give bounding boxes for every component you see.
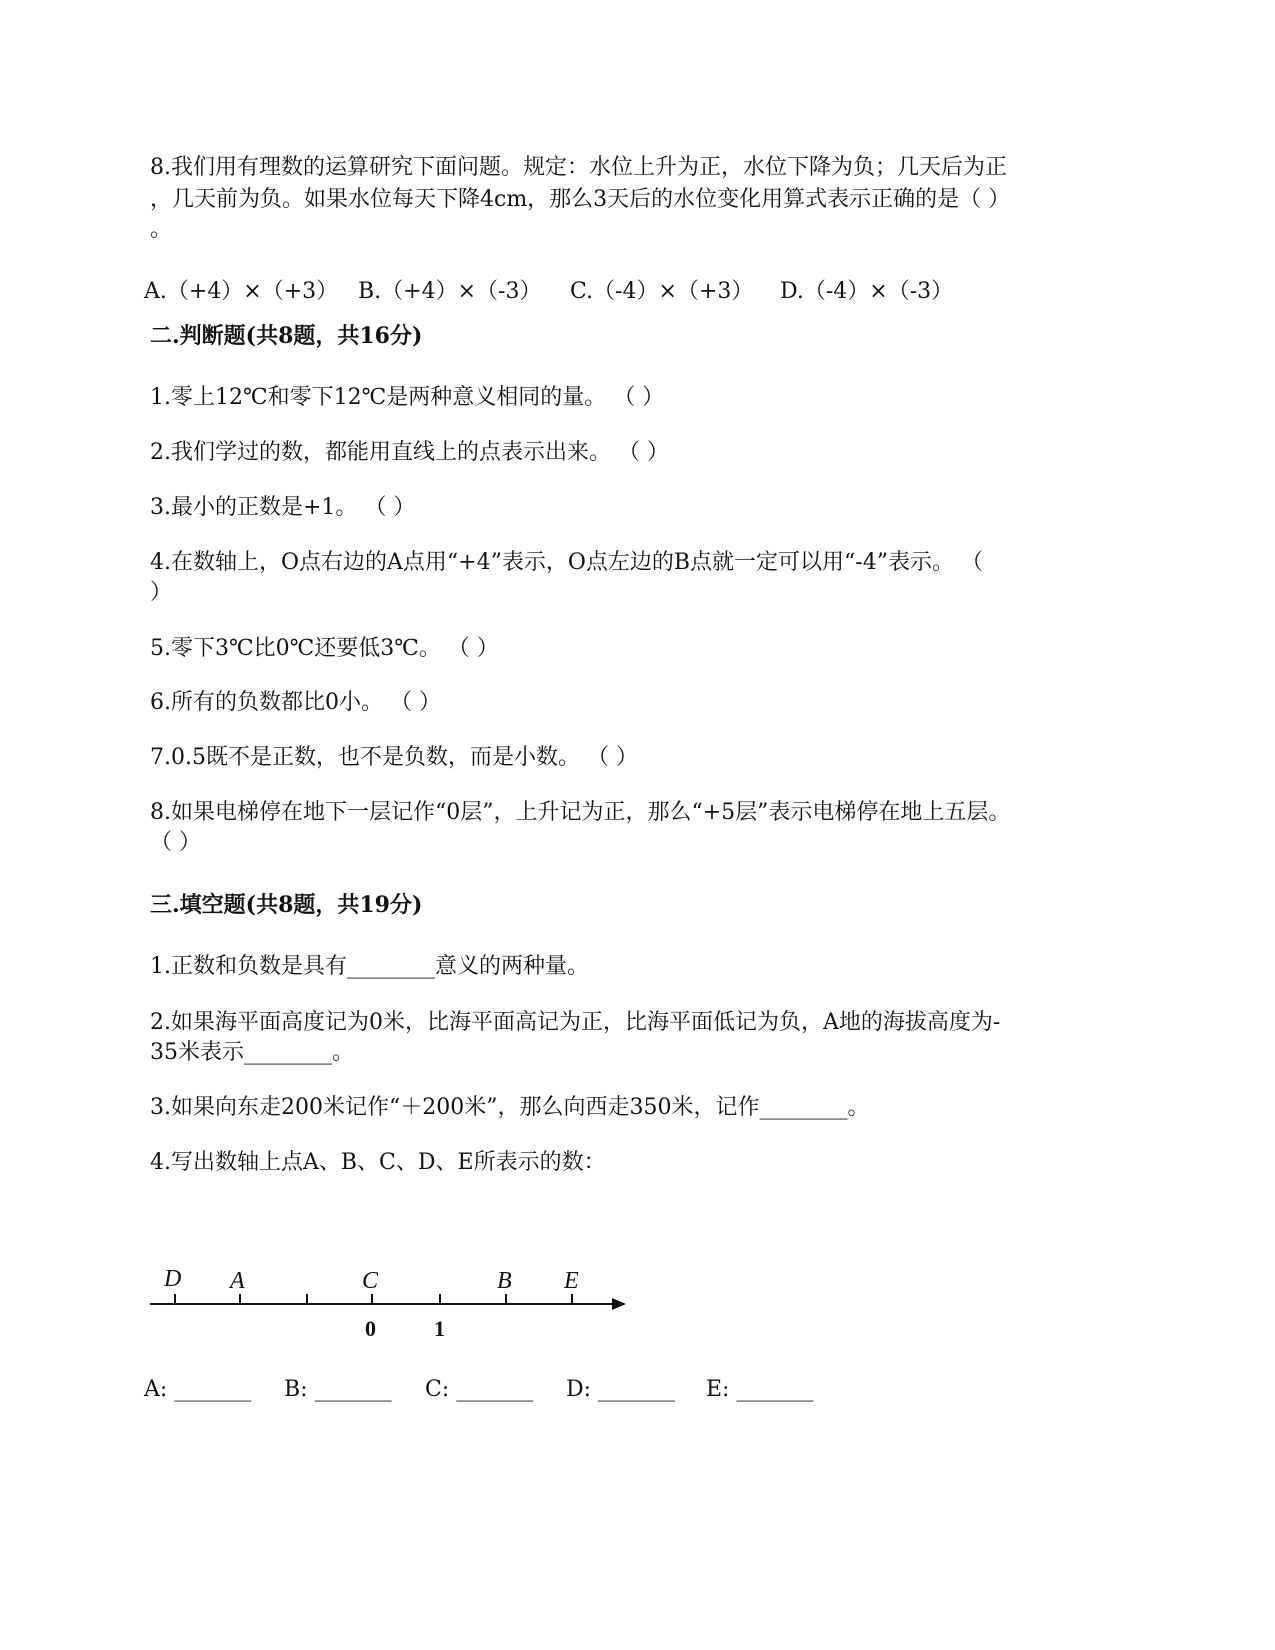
option-d: D.（-4）×（-3）: [780, 279, 954, 304]
number-line-figure: [150, 1262, 660, 1362]
judge-item-4-line-2: ）: [150, 580, 173, 605]
answer-a: A: _______: [144, 1377, 252, 1402]
option-b: B.（+4）×（-3）: [358, 279, 542, 304]
point-label-a: A: [230, 1268, 245, 1294]
fill-item-2-line-2: 35米表示________。: [150, 1040, 354, 1065]
judge-item-8-line-2: （ ）: [150, 830, 201, 855]
fill-item-4: 4.写出数轴上点A、B、C、D、E所表示的数：: [150, 1150, 606, 1175]
tick-label-zero: 0: [365, 1316, 376, 1341]
answer-b: B: _______: [284, 1377, 392, 1402]
fill-item-2-line-1: 2.如果海平面高度记为0米，比海平面高记为正，比海平面低记为负，A地的海拔高度为-: [150, 1010, 1001, 1035]
judge-item-8-line-1: 8.如果电梯停在地下一层记作“0层”，上升记为正，那么“+5层”表示电梯停在地上五层。: [150, 800, 1011, 825]
judge-item-3: 3.最小的正数是+1。 （ ）: [150, 495, 416, 520]
judge-item-6: 6.所有的负数都比0小。 （ ）: [150, 690, 441, 715]
point-label-b: B: [497, 1268, 512, 1294]
tick-label-one: 1: [434, 1316, 445, 1341]
fill-item-3: 3.如果向东走200米记作“＋200米”，那么向西走350米，记作________。: [150, 1095, 870, 1120]
judge-item-7: 7.0.5既不是正数，也不是负数，而是小数。 （ ）: [150, 745, 638, 770]
answer-e: E: _______: [706, 1377, 814, 1402]
question-8-text-line-1: 8.我们用有理数的运算研究下面问题。规定：水位上升为正，水位下降为负；几天后为正: [150, 155, 1007, 180]
judge-item-4-line-1: 4.在数轴上，O点右边的A点用“+4”表示，O点左边的B点就一定可以用“-4”表示。 （: [150, 550, 983, 575]
section-3-heading: 三.填空题(共8题，共19分): [150, 892, 423, 918]
section-2-heading: 二.判断题(共8题，共16分): [150, 323, 423, 349]
number-line-svg: [150, 1262, 660, 1362]
option-a: A.（+4）×（+3）: [144, 279, 339, 304]
point-label-d: D: [164, 1266, 182, 1292]
judge-item-5: 5.零下3℃比0℃还要低3℃。 （ ）: [150, 636, 499, 661]
option-c: C.（-4）×（+3）: [570, 279, 754, 304]
question-8-text-line-3: 。: [150, 217, 173, 242]
number-line-arrow: [612, 1298, 626, 1310]
point-label-e: E: [564, 1268, 579, 1294]
judge-item-2: 2.我们学过的数，都能用直线上的点表示出来。 （ ）: [150, 440, 669, 465]
answer-c: C: _______: [425, 1377, 534, 1402]
question-8-text-line-2: ，几天前为负。如果水位每天下降4cm，那么3天后的水位变化用算式表示正确的是（ ）: [150, 187, 1011, 212]
judge-item-1: 1.零上12℃和零下12℃是两种意义相同的量。 （ ）: [150, 385, 665, 410]
point-label-c: C: [362, 1268, 379, 1294]
fill-item-1: 1.正数和负数是具有________意义的两种量。: [150, 954, 589, 979]
answer-d: D: _______: [566, 1377, 676, 1402]
